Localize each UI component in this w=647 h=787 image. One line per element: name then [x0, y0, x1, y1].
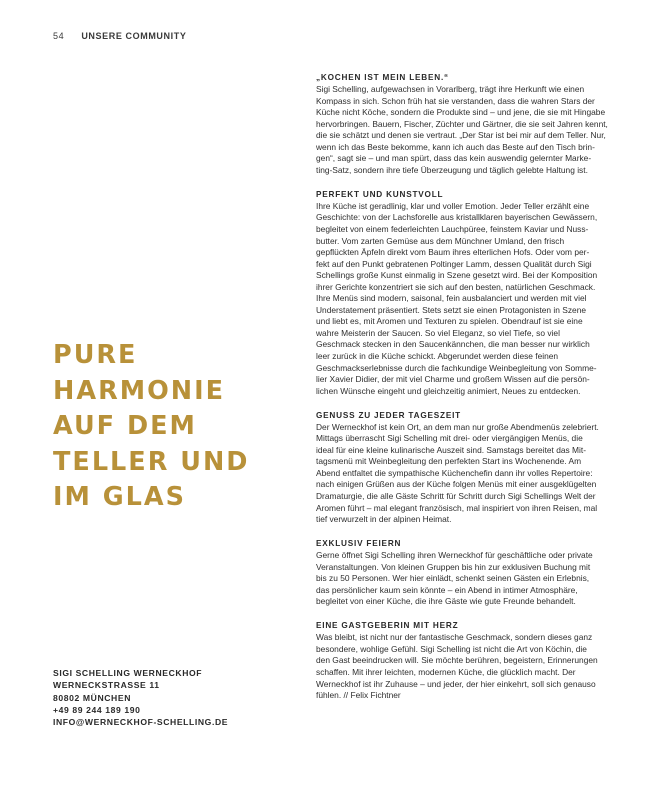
contact-block — [53, 667, 228, 728]
paragraph-line: Dramaturgie, die alle Gäste Schritt für Schritt durch Sigi Schellings Welt der — [316, 490, 596, 501]
paragraph-line: Gerne öffnet Sigi Schelling ihren Werneckhof für geschäftliche oder private — [316, 550, 593, 561]
paragraph-line: den Gast beeindrucken will. Sie möchte berühren, begeistern, Erinnerungen — [316, 655, 598, 666]
paragraph-line: Schellings große Kunst einmalig in Szene gesetzt wird. Bei der Komposition — [316, 270, 598, 281]
paragraph-line: Abend entfaltet die sympathische Küchenchefin dann ihr volles Repertoire: — [316, 467, 593, 478]
contact-email[interactable]: INFO@WERNECKHOF-SCHELLING.DE — [53, 717, 229, 728]
paragraph-line: ideal für eine kleine kulinarische Auszeit sind. Samstags bereitet das Mit- — [316, 444, 586, 455]
headline-line: HARMONIE — [53, 375, 226, 406]
contact-phone[interactable]: +49 89 244 189 190 — [53, 704, 141, 715]
contact-name: SIGI SCHELLING WERNECKHOF — [53, 668, 203, 678]
paragraph-line: gepflückten Äpfeln direkt vom Baum ihres elterlichen Hofs. Oder vom per- — [316, 247, 590, 258]
section-heading: „KOCHEN IST MEIN LEBEN.“ — [316, 73, 449, 82]
headline — [53, 338, 283, 516]
section-heading: EINE GASTGEBERIN MIT HERZ — [316, 621, 459, 631]
paragraph-line: Kompass in sich. Schon früh hat sie verstanden, dass die wahren Stars der — [316, 95, 595, 106]
paragraph-line: bis zu 50 Personen. Wer hier einlädt, schenkt seinen Gästen ein Erlebnis, — [316, 573, 590, 584]
article-section — [316, 620, 596, 701]
article-body — [316, 72, 608, 714]
paragraph-line: Ihre Menüs sind modern, saisonal, fein ausbalanciert und werden mit viel — [316, 293, 587, 304]
paragraph-line: Understatement präsentiert. Stets setzt sie einen Protagonisten in Szene — [316, 304, 587, 315]
paragraph-line: Was bleibt, ist nicht nur der fantastische Geschmack, sondern dieses ganz — [316, 632, 593, 643]
paragraph-line: butter. Vom zarten Gemüse aus dem Münchner Umland, den frisch — [316, 235, 565, 246]
paragraph-line: leer zurück in die Küche schickt. Abgerundet werden diese feinen — [316, 350, 559, 361]
paragraph-line: besondere, wohlige Gefühl. Sigi Schelling ist nicht die Art von Köchin, die — [316, 643, 587, 654]
paragraph-line: Mittags überrascht Sigi Schelling mit drei- oder viergängigen Menüs, die — [316, 433, 583, 444]
page-number: 54 — [53, 31, 65, 41]
article-section — [316, 189, 596, 397]
page-header — [53, 31, 186, 41]
paragraph-line: die sie schätzt und denen sie vertraut. „Der Star ist bei mir auf dem Teller. Nur, — [316, 130, 606, 141]
paragraph-line: wenn ich das Beste bekomme, kann ich auch das Beste auf den Tisch brin- — [316, 141, 595, 152]
article-section — [316, 72, 608, 176]
paragraph-line: Geschichte: von der Lachsforelle aus kristallklaren bayerischen Gewässern, — [316, 212, 598, 223]
paragraph-line: das persönlicher kaum sein könnte – ein Abend in intimer Atmosphäre, — [316, 584, 578, 595]
paragraph-line: gen“, sagt sie – und man spürt, dass das kein auswendig gelernter Marke- — [316, 153, 592, 164]
paragraph-line: nach einigen Grüßen aus der Küche folgen Menüs mit einer ausgeklügelten — [316, 479, 597, 490]
paragraph-line: begleitet von einem federleichten Lauchpüree, feinstem Kaviar und Nuss- — [316, 223, 589, 234]
paragraph-line: Aromen führt – mal elegant französisch, mal inspiriert von ihren Reisen, mal — [316, 502, 598, 513]
paragraph-line: lichen Wünsche eingeht und gleichzeitig animiert, Neues zu entdecken. — [316, 385, 581, 396]
article-section — [316, 410, 599, 526]
paragraph-line: hervorbringen. Bauern, Fischer, Züchter und Gärtner, die sie seit Jahren kennt, — [316, 118, 608, 129]
paragraph-line: Ihre Küche ist geradlinig, klar und voller Emotion. Jeder Teller erzählt eine — [316, 200, 590, 211]
paragraph-line: fekt auf den Punkt gebratenen Poltinger Lamm, dessen Qualität durch Sigi — [316, 258, 592, 269]
paragraph-line: Geschmack stecken in den Saucenkännchen, die man besser nur wirklich — [316, 339, 590, 350]
paragraph-line: tagsmenü mit Weinbegleitung den perfekten Start ins Wochenende. Am — [316, 456, 582, 467]
paragraph-line: Werneckhof ist ihr Zuhause – und jeder, der hier einkehrt, soll sich genauso — [316, 678, 596, 689]
section-title: UNSERE COMMUNITY — [81, 31, 187, 41]
paragraph-line: fühlen. // Felix Fichtner — [316, 690, 401, 701]
contact-city: 80802 MÜNCHEN — [53, 692, 132, 703]
paragraph-line: ihrer Gerichte konzentriert sie sich auf den besten, natürlichen Geschmack. — [316, 281, 596, 292]
paragraph-line: tief verwurzelt in der alpinen Heimat. — [316, 514, 452, 525]
contact-street: WERNECKSTRASSE 11 — [53, 680, 160, 691]
paragraph-line: Sigi Schelling, aufgewachsen in Vorarlberg, trägt ihre Herkunft wie einen — [316, 84, 585, 94]
paragraph-line: Küche nicht Köche, sondern die Produkte sind – und jene, die sie mit Hingabe — [316, 107, 606, 118]
headline-line: AUF DEM — [53, 411, 197, 441]
paragraph-line: Veranstaltungen. Von kleinen Gruppen bis hin zur exklusiven Buchung mit — [316, 561, 591, 572]
paragraph-line: ting-Satz, sondern ihre tiefe Überzeugung und täglich gelebte Haltung ist. — [316, 164, 588, 175]
paragraph-line: Geschmackserlebnisse durch die fachkundige Weinbegleitung von Somme- — [316, 362, 597, 373]
paragraph-line: begleitet von einer Küche, die ihre Gäste wie gute Freunde behandelt. — [316, 596, 576, 607]
paragraph-line: und liebt es, mit Aromen und Texturen zu spielen. Obendrauf ist sie eine — [316, 316, 583, 327]
paragraph-line: schaffen. Mit ihrer leichten, modernen Küche, die glücklich macht. Der — [316, 666, 576, 677]
section-heading: PERFEKT UND KUNSTVOLL — [316, 189, 444, 199]
headline-line: TELLER UND — [53, 446, 250, 477]
paragraph-line: Der Werneckhof ist kein Ort, an dem man nur große Abendmenüs zelebriert. — [316, 421, 599, 432]
paragraph-line: wahre Meisterin der Saucen. So viel Eleganz, so viel Tiefe, so viel — [316, 327, 560, 338]
article-section — [316, 538, 596, 608]
paragraph-line: lier Xavier Didier, der mit viel Charme und großem Wissen auf die persön- — [316, 374, 590, 385]
section-heading: EXKLUSIV FEIERN — [316, 539, 402, 549]
headline-line: IM GLAS — [53, 482, 187, 512]
headline-line: PURE — [53, 340, 138, 370]
section-heading: GENUSS ZU JEDER TAGESZEIT — [316, 410, 461, 420]
